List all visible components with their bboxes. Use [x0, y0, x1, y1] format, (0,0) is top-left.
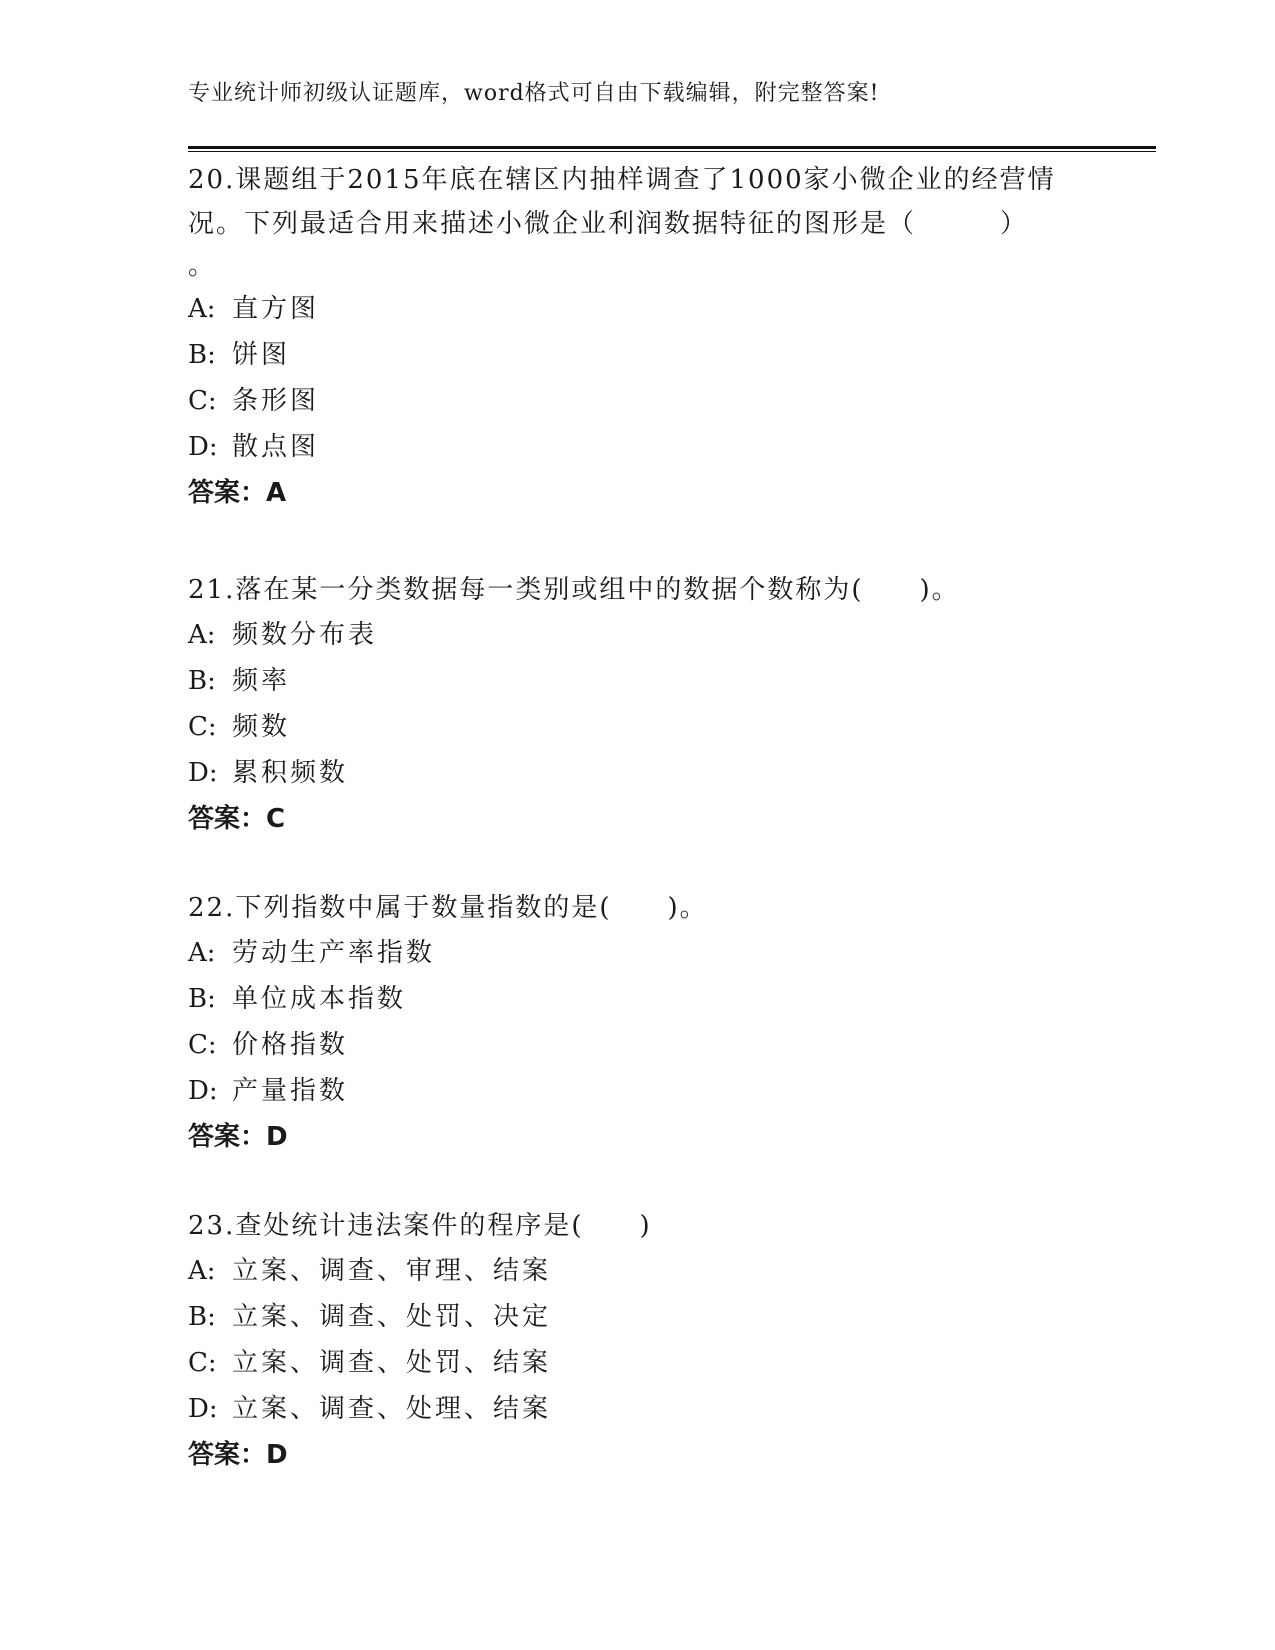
- option-text: 产量指数: [232, 1076, 349, 1106]
- option-text: 立案、调查、处理、结案: [232, 1394, 552, 1424]
- option-letter: B:: [188, 666, 216, 696]
- option-text: 累积频数: [232, 758, 349, 788]
- option-text: 直方图: [232, 294, 320, 324]
- option-letter: C:: [188, 712, 217, 742]
- question-stem-line: 况。下列最适合用来描述小微企业利润数据特征的图形是（ ）: [188, 209, 1029, 239]
- option-letter: D:: [188, 1394, 218, 1424]
- option-c: [188, 378, 1088, 424]
- option-a: [188, 1248, 1088, 1294]
- option-letter: A:: [188, 938, 216, 968]
- option-b: [188, 976, 1088, 1022]
- option-text: 散点图: [232, 432, 320, 462]
- option-b: [188, 658, 1088, 704]
- option-letter: A:: [188, 294, 216, 324]
- question-stem-line: 20.课题组于2015年底在辖区内抽样调查了1000家小微企业的经营情: [188, 165, 1056, 195]
- option-text: 立案、调查、处罚、决定: [232, 1302, 552, 1332]
- option-letter: A:: [188, 620, 216, 650]
- answer-label: 答案：D: [188, 1122, 288, 1152]
- option-text: 饼图: [232, 340, 291, 370]
- page-header-title: 专业统计师初级认证题库，word格式可自由下载编辑，附完整答案!: [188, 81, 880, 106]
- option-text: 频率: [232, 666, 291, 696]
- question-stem-tail: 。: [188, 251, 215, 281]
- option-text: 单位成本指数: [232, 984, 407, 1014]
- option-letter: D:: [188, 432, 218, 462]
- option-text: 频数分布表: [232, 620, 378, 650]
- option-b: [188, 1294, 1088, 1340]
- option-text: 条形图: [232, 386, 320, 416]
- question-21: [188, 568, 1088, 842]
- option-letter: B:: [188, 340, 216, 370]
- option-d: [188, 1068, 1088, 1114]
- option-text: 频数: [232, 712, 291, 742]
- option-a: [188, 612, 1088, 658]
- question-stem-line: 23.查处统计违法案件的程序是( ): [188, 1211, 652, 1241]
- option-letter: C:: [188, 386, 217, 416]
- question-stem-line: 22.下列指数中属于数量指数的是( )。: [188, 893, 708, 923]
- option-a: [188, 286, 1088, 332]
- answer-label: 答案：C: [188, 804, 286, 834]
- option-text: 价格指数: [232, 1030, 349, 1060]
- option-letter: A:: [188, 1256, 216, 1286]
- option-text: 立案、调查、审理、结案: [232, 1256, 552, 1286]
- option-letter: D:: [188, 758, 218, 788]
- option-a: [188, 930, 1088, 976]
- answer-label: 答案：A: [188, 478, 287, 508]
- option-letter: D:: [188, 1076, 218, 1106]
- question-23: [188, 1204, 1088, 1478]
- option-c: [188, 1340, 1088, 1386]
- question-20: [188, 158, 1088, 516]
- option-letter: B:: [188, 1302, 216, 1332]
- option-text: 劳动生产率指数: [232, 938, 436, 968]
- option-d: [188, 750, 1088, 796]
- header-divider: [188, 146, 1156, 152]
- option-letter: C:: [188, 1030, 217, 1060]
- option-letter: C:: [188, 1348, 217, 1378]
- option-c: [188, 1022, 1088, 1068]
- question-stem-line: 21.落在某一分类数据每一类别或组中的数据个数称为( )。: [188, 575, 960, 605]
- question-list: [188, 158, 1088, 1522]
- option-text: 立案、调查、处罚、结案: [232, 1348, 552, 1378]
- answer-label: 答案：D: [188, 1440, 288, 1470]
- option-b: [188, 332, 1088, 378]
- option-d: [188, 424, 1088, 470]
- question-22: [188, 886, 1088, 1160]
- option-letter: B:: [188, 984, 216, 1014]
- option-c: [188, 704, 1088, 750]
- option-d: [188, 1386, 1088, 1432]
